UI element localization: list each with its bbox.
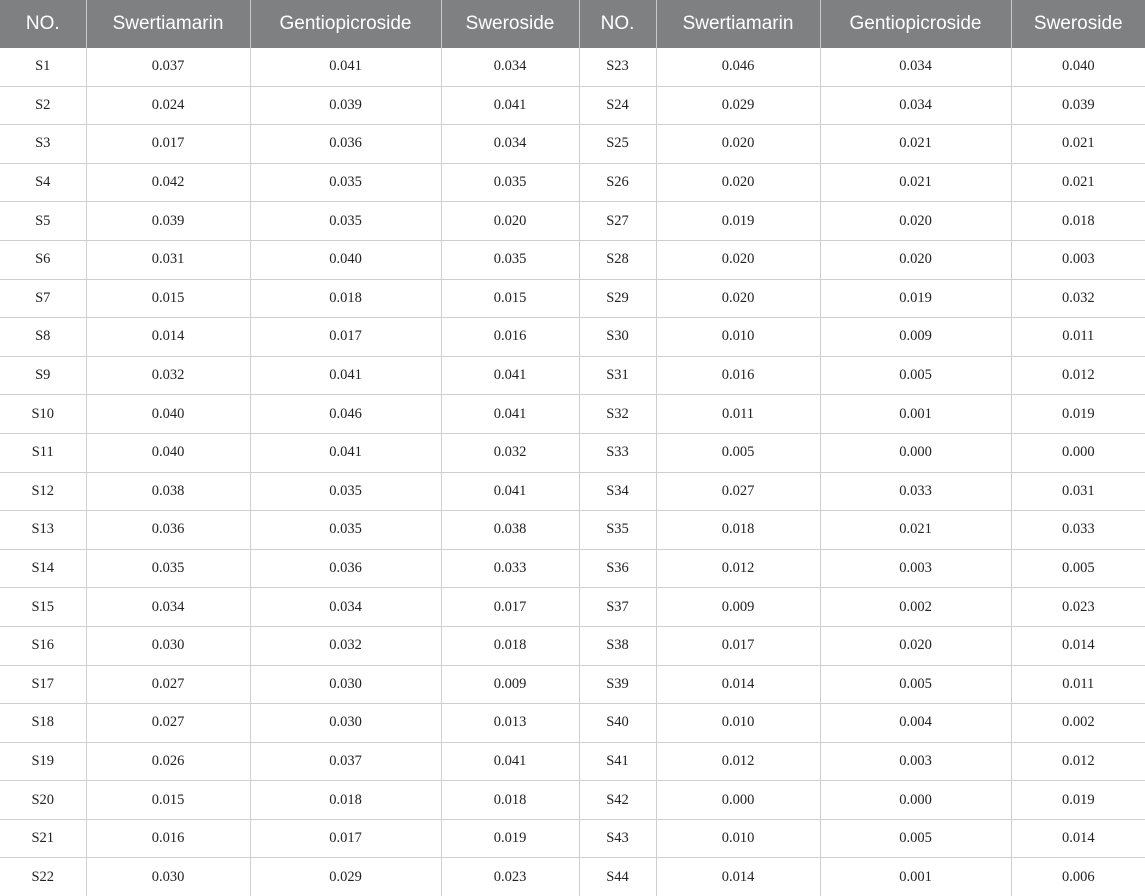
cell-gentiopicroside: 0.019 <box>820 279 1011 318</box>
cell-sweroside: 0.009 <box>441 665 579 704</box>
table-row <box>0 163 1145 202</box>
cell-sweroside: 0.023 <box>441 858 579 896</box>
cell-gentiopicroside: 0.041 <box>250 48 441 86</box>
table-row <box>0 819 1145 858</box>
cell-no: S30 <box>579 318 656 357</box>
table-row <box>0 86 1145 125</box>
cell-no: S20 <box>0 781 86 820</box>
cell-swertiamarin: 0.026 <box>86 742 250 781</box>
cell-swertiamarin: 0.014 <box>656 665 820 704</box>
cell-sweroside: 0.034 <box>441 48 579 86</box>
cell-no: S38 <box>579 626 656 665</box>
cell-swertiamarin: 0.035 <box>86 549 250 588</box>
cell-no: S31 <box>579 356 656 395</box>
cell-sweroside: 0.017 <box>441 588 579 627</box>
cell-no: S6 <box>0 240 86 279</box>
cell-swertiamarin: 0.000 <box>656 781 820 820</box>
cell-no: S42 <box>579 781 656 820</box>
cell-gentiopicroside: 0.041 <box>250 433 441 472</box>
cell-sweroside: 0.041 <box>441 86 579 125</box>
cell-gentiopicroside: 0.000 <box>820 781 1011 820</box>
cell-sweroside: 0.016 <box>441 318 579 357</box>
header-row <box>0 0 1145 48</box>
cell-gentiopicroside: 0.017 <box>250 318 441 357</box>
cell-gentiopicroside: 0.001 <box>820 858 1011 896</box>
cell-sweroside: 0.041 <box>441 742 579 781</box>
cell-swertiamarin: 0.040 <box>86 433 250 472</box>
cell-sweroside: 0.000 <box>1011 433 1145 472</box>
cell-gentiopicroside: 0.037 <box>250 742 441 781</box>
cell-no: S11 <box>0 433 86 472</box>
cell-swertiamarin: 0.042 <box>86 163 250 202</box>
cell-swertiamarin: 0.027 <box>656 472 820 511</box>
cell-sweroside: 0.011 <box>1011 665 1145 704</box>
cell-gentiopicroside: 0.030 <box>250 665 441 704</box>
cell-sweroside: 0.013 <box>441 704 579 743</box>
table-row <box>0 240 1145 279</box>
cell-sweroside: 0.014 <box>1011 626 1145 665</box>
cell-no: S37 <box>579 588 656 627</box>
cell-swertiamarin: 0.010 <box>656 819 820 858</box>
table-row <box>0 665 1145 704</box>
cell-swertiamarin: 0.010 <box>656 704 820 743</box>
cell-gentiopicroside: 0.005 <box>820 665 1011 704</box>
cell-sweroside: 0.033 <box>441 549 579 588</box>
table-row <box>0 742 1145 781</box>
cell-swertiamarin: 0.036 <box>86 511 250 550</box>
cell-gentiopicroside: 0.021 <box>820 511 1011 550</box>
table-row <box>0 626 1145 665</box>
header-gentiopicroside: Gentiopicroside <box>250 0 441 48</box>
header-swertiamarin: Swertiamarin <box>656 0 820 48</box>
cell-gentiopicroside: 0.018 <box>250 781 441 820</box>
table-row <box>0 318 1145 357</box>
cell-gentiopicroside: 0.002 <box>820 588 1011 627</box>
cell-swertiamarin: 0.027 <box>86 704 250 743</box>
cell-no: S3 <box>0 125 86 164</box>
cell-swertiamarin: 0.015 <box>86 781 250 820</box>
cell-no: S8 <box>0 318 86 357</box>
cell-swertiamarin: 0.018 <box>656 511 820 550</box>
cell-gentiopicroside: 0.046 <box>250 395 441 434</box>
table-body <box>0 48 1145 896</box>
cell-gentiopicroside: 0.034 <box>820 86 1011 125</box>
cell-sweroside: 0.014 <box>1011 819 1145 858</box>
cell-gentiopicroside: 0.035 <box>250 511 441 550</box>
cell-sweroside: 0.003 <box>1011 240 1145 279</box>
cell-gentiopicroside: 0.035 <box>250 472 441 511</box>
cell-sweroside: 0.018 <box>1011 202 1145 241</box>
cell-sweroside: 0.019 <box>1011 395 1145 434</box>
cell-swertiamarin: 0.010 <box>656 318 820 357</box>
cell-swertiamarin: 0.029 <box>656 86 820 125</box>
header-no: NO. <box>0 0 86 48</box>
cell-no: S39 <box>579 665 656 704</box>
cell-swertiamarin: 0.037 <box>86 48 250 86</box>
header-swertiamarin: Swertiamarin <box>86 0 250 48</box>
cell-swertiamarin: 0.030 <box>86 626 250 665</box>
table-row <box>0 279 1145 318</box>
cell-gentiopicroside: 0.032 <box>250 626 441 665</box>
cell-swertiamarin: 0.027 <box>86 665 250 704</box>
cell-no: S4 <box>0 163 86 202</box>
cell-gentiopicroside: 0.034 <box>820 48 1011 86</box>
cell-swertiamarin: 0.016 <box>656 356 820 395</box>
cell-gentiopicroside: 0.039 <box>250 86 441 125</box>
cell-gentiopicroside: 0.000 <box>820 433 1011 472</box>
cell-sweroside: 0.021 <box>1011 163 1145 202</box>
cell-no: S32 <box>579 395 656 434</box>
cell-no: S27 <box>579 202 656 241</box>
cell-no: S24 <box>579 86 656 125</box>
cell-no: S43 <box>579 819 656 858</box>
table-row <box>0 549 1145 588</box>
cell-gentiopicroside: 0.034 <box>250 588 441 627</box>
cell-sweroside: 0.041 <box>441 472 579 511</box>
cell-swertiamarin: 0.012 <box>656 742 820 781</box>
cell-no: S10 <box>0 395 86 434</box>
header-gentiopicroside: Gentiopicroside <box>820 0 1011 48</box>
table-row <box>0 858 1145 896</box>
cell-gentiopicroside: 0.020 <box>820 626 1011 665</box>
table-row <box>0 433 1145 472</box>
cell-gentiopicroside: 0.033 <box>820 472 1011 511</box>
cell-gentiopicroside: 0.040 <box>250 240 441 279</box>
cell-no: S35 <box>579 511 656 550</box>
table-row <box>0 704 1145 743</box>
cell-sweroside: 0.035 <box>441 163 579 202</box>
cell-gentiopicroside: 0.030 <box>250 704 441 743</box>
cell-sweroside: 0.006 <box>1061 868 1095 885</box>
cell-swertiamarin: 0.012 <box>656 549 820 588</box>
cell-no: S2 <box>0 86 86 125</box>
cell-swertiamarin: 0.019 <box>656 202 820 241</box>
table-row <box>0 125 1145 164</box>
cell-gentiopicroside: 0.041 <box>250 356 441 395</box>
cell-no: S12 <box>0 472 86 511</box>
cell-gentiopicroside: 0.020 <box>820 240 1011 279</box>
cell-sweroside: 0.032 <box>441 433 579 472</box>
cell-no: S21 <box>0 819 86 858</box>
cell-sweroside: 0.020 <box>441 202 579 241</box>
cell-swertiamarin: 0.020 <box>656 125 820 164</box>
cell-swertiamarin: 0.020 <box>656 240 820 279</box>
table-header <box>0 0 1145 48</box>
cell-gentiopicroside: 0.018 <box>250 279 441 318</box>
table-row <box>0 395 1145 434</box>
cell-no: S41 <box>579 742 656 781</box>
cell-swertiamarin: 0.020 <box>656 163 820 202</box>
cell-swertiamarin: 0.014 <box>86 318 250 357</box>
cell-swertiamarin: 0.014 <box>656 858 820 896</box>
cell-no: S16 <box>0 626 86 665</box>
cell-no: S9 <box>0 356 86 395</box>
cell-no: S1 <box>0 48 86 86</box>
cell-swertiamarin: 0.046 <box>656 48 820 86</box>
cell-no: S15 <box>0 588 86 627</box>
cell-swertiamarin: 0.032 <box>86 356 250 395</box>
cell-gentiopicroside: 0.001 <box>820 395 1011 434</box>
cell-sweroside: 0.034 <box>441 125 579 164</box>
cell-sweroside: 0.023 <box>1011 588 1145 627</box>
cell-gentiopicroside: 0.009 <box>820 318 1011 357</box>
cell-sweroside: 0.033 <box>1011 511 1145 550</box>
cell-no: S36 <box>579 549 656 588</box>
cell-sweroside: 0.012 <box>1011 356 1145 395</box>
header-sweroside: Sweroside <box>1011 0 1145 48</box>
cell-swertiamarin: 0.016 <box>86 819 250 858</box>
cell-swertiamarin: 0.020 <box>656 279 820 318</box>
cell-swertiamarin: 0.030 <box>86 858 250 896</box>
cell-swertiamarin: 0.017 <box>656 626 820 665</box>
cell-sweroside: 0.019 <box>1011 781 1145 820</box>
cell-no: S25 <box>579 125 656 164</box>
cell-swertiamarin: 0.005 <box>656 433 820 472</box>
cell-gentiopicroside: 0.020 <box>820 202 1011 241</box>
table-row <box>0 511 1145 550</box>
cell-no: S7 <box>0 279 86 318</box>
cell-sweroside: 0.018 <box>441 626 579 665</box>
cell-sweroside: 0.005 <box>1011 549 1145 588</box>
header-sweroside: Sweroside <box>441 0 579 48</box>
cell-sweroside: 0.040 <box>1011 48 1145 86</box>
cell-gentiopicroside: 0.021 <box>820 125 1011 164</box>
cell-no: S23 <box>579 48 656 86</box>
cell-gentiopicroside: 0.035 <box>250 163 441 202</box>
cell-gentiopicroside: 0.017 <box>250 819 441 858</box>
cell-sweroside: 0.019 <box>441 819 579 858</box>
cell-gentiopicroside: 0.035 <box>250 202 441 241</box>
cell-gentiopicroside: 0.003 <box>820 549 1011 588</box>
header-no: NO. <box>579 0 656 48</box>
cell-no: S40 <box>579 704 656 743</box>
cell-sweroside: 0.015 <box>441 279 579 318</box>
cell-gentiopicroside: 0.036 <box>250 125 441 164</box>
cell-no: S34 <box>579 472 656 511</box>
cell-swertiamarin: 0.034 <box>86 588 250 627</box>
cell-no: S19 <box>0 742 86 781</box>
cell-no: S17 <box>0 665 86 704</box>
cell-no: S29 <box>579 279 656 318</box>
cell-sweroside: 0.011 <box>1011 318 1145 357</box>
table-row <box>0 472 1145 511</box>
cell-no: S44 <box>579 858 656 896</box>
cell-gentiopicroside: 0.005 <box>820 819 1011 858</box>
cell-sweroside: 0.002 <box>1011 704 1145 743</box>
cell-swertiamarin: 0.009 <box>656 588 820 627</box>
cell-gentiopicroside: 0.036 <box>250 549 441 588</box>
cell-swertiamarin: 0.011 <box>656 395 820 434</box>
cell-sweroside: 0.018 <box>441 781 579 820</box>
cell-no: S14 <box>0 549 86 588</box>
cell-sweroside: 0.038 <box>441 511 579 550</box>
cell-no: S22 <box>0 858 86 896</box>
table-row <box>0 356 1145 395</box>
cell-no: S5 <box>0 202 86 241</box>
table-row <box>0 48 1145 86</box>
cell-sweroside: 0.041 <box>441 356 579 395</box>
cell-gentiopicroside: 0.029 <box>250 858 441 896</box>
cell-swertiamarin: 0.017 <box>86 125 250 164</box>
cell-sweroside: 0.012 <box>1011 742 1145 781</box>
cell-sweroside: 0.041 <box>441 395 579 434</box>
cell-swertiamarin: 0.038 <box>86 472 250 511</box>
cell-no: S26 <box>579 163 656 202</box>
cell-swertiamarin: 0.024 <box>86 86 250 125</box>
table-row <box>0 588 1145 627</box>
cell-sweroside: 0.031 <box>1011 472 1145 511</box>
cell-no: S18 <box>0 704 86 743</box>
cell-gentiopicroside: 0.021 <box>820 163 1011 202</box>
table-row <box>0 781 1145 820</box>
cell-no: S28 <box>579 240 656 279</box>
cell-no: S33 <box>579 433 656 472</box>
cell-swertiamarin: 0.040 <box>86 395 250 434</box>
cell-sweroside: 0.039 <box>1011 86 1145 125</box>
cell-swertiamarin: 0.039 <box>86 202 250 241</box>
cell-sweroside: 0.032 <box>1011 279 1145 318</box>
table-row <box>0 202 1145 241</box>
cell-sweroside: 0.035 <box>441 240 579 279</box>
cell-gentiopicroside: 0.004 <box>820 704 1011 743</box>
cell-swertiamarin: 0.031 <box>86 240 250 279</box>
cell-sweroside: 0.021 <box>1011 125 1145 164</box>
cell-swertiamarin: 0.015 <box>86 279 250 318</box>
cell-gentiopicroside: 0.003 <box>820 742 1011 781</box>
cell-no: S13 <box>0 511 86 550</box>
cell-gentiopicroside: 0.005 <box>820 356 1011 395</box>
